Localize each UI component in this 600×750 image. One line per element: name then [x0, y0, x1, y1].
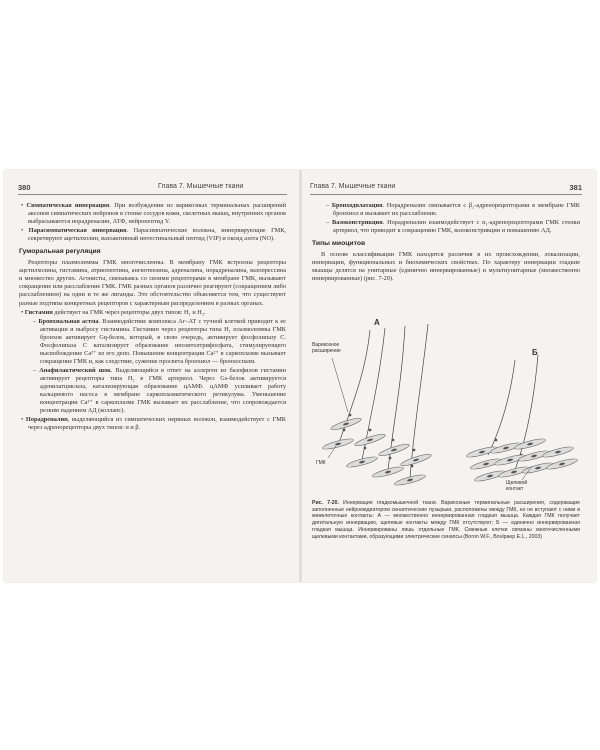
- dash-term: Вазоконстрикция: [332, 219, 383, 227]
- dash-item: – Анафилактический шок. Выделяющийся в ответ на аллерген из базофилов гистамин активирует рецепторы типа H₂ в ГМК артериол. Через Gs-белок активируется аденилатциклаза, катализирующая образование цАМФ. цАМФ усиливает работу кальциевого насоса в мембране саркоплазматического ретикулума. Уменьшение концентрации Ca²⁺ в саркоплазме ГМК вызывает их расслабление, что сопровождается резким падением АД (коллапс).: [33, 366, 286, 415]
- dash-text: . Норадреналин связывается с β₂-адренорецепторами в мембране ГМК бронхиол и вызывает их расслабление.: [333, 202, 580, 218]
- varicosity: [389, 457, 392, 460]
- caption-lead: Рис. 7-20.: [312, 500, 339, 506]
- section-heading: Типы миоцитов: [312, 240, 366, 248]
- bullet-text: , выделяющийся из симпатических нервных волокон, взаимодействует с ГМК через адренорецепторы двух типов: α и β.: [28, 416, 286, 432]
- dash-text: . Выделяющийся в ответ на аллерген из базофилов гистамин активирует рецепторы типа H₂ в ГМК артериол. Через Gs-белок активируется аденилатциклаза, катализирующая образование цАМФ. цАМФ усиливает работу кальциевого насоса в мембране саркоплазматического ретикулума. Уменьшение концентрации Ca²⁺ в саркоплазме ГМК вызывает их расслабление, что сопровождается резким падением АД (коллапс).: [40, 366, 286, 415]
- leader-line: [332, 358, 348, 412]
- nerve-fiber: [488, 360, 515, 455]
- running-title: Глава 7. Мышечные ткани: [310, 183, 396, 190]
- bullet-item: • Гистамин действует на ГМК через рецепторы двух типов: H₁ и H₂.: [21, 308, 206, 316]
- bullet-text: действует на ГМК через рецепторы двух типов: H₁ и H₂.: [52, 308, 206, 316]
- caption-text: Иннервация гладкомышечной ткани. Варикозные терминальные расширения, содержащие заполненные нейромедиатором синаптические пузырьки, расположены между ГМК, но не вступают с ними в межклеточные контакты: А — множественно иннервированная гладкая мышца. Каждая ГМК получает дигитальную иннервацию, щелевые контакты между ГМК отсутствуют; Б — единично иннервированная гладкая мышца. Иннервированы лишь отдельные ГМК. Смежные клетки связаны многочисленными щелевыми контактами, образующими электрические синапсы (Boron W.F., Boulpaep E.L., 2003): [312, 500, 580, 540]
- label-gmk: ГМК: [316, 460, 326, 466]
- bullet-term: Гистамин: [24, 308, 53, 316]
- dash-item: – Бронходилатация. Норадреналин связывается с β₂-адренорецепторами в мембране ГМК бронхиол и вызывает их расслабление.: [326, 202, 580, 218]
- book-spread: [4, 170, 596, 582]
- left-page-body: [19, 202, 286, 433]
- bullet-item: • Парасимпатическая иннервация. Парасимпатические волокна, иннервирующие ГМК, секретируют ацетилхолин, вазоактивный интестинальный пептид (VIP) и оксид азота (NO).: [21, 227, 286, 243]
- cells-a: [322, 416, 432, 487]
- page-number: 381: [569, 183, 582, 192]
- label-varicose: Варикозное расширение: [312, 342, 341, 354]
- varicosity: [392, 439, 395, 442]
- varicosity: [364, 447, 367, 450]
- right-page: [302, 170, 596, 582]
- dash-term: Анафилактический шок: [39, 366, 111, 374]
- varicosity: [413, 449, 416, 452]
- cells-b: [466, 437, 578, 483]
- figure-caption: [312, 500, 580, 540]
- varicosity: [349, 414, 352, 417]
- varicosity: [495, 439, 498, 442]
- page-number: 380: [18, 183, 31, 192]
- varicosity: [343, 429, 346, 432]
- dash-term: Бронхиальная астма: [38, 317, 99, 325]
- dash-item: – Бронхиальная астма. Взаимодействие комплекса Аг–АТ с тучной клеткой приводит к ее активации и выбросу гистамина. Гистамин через рецепторы типа H₁ плазмолеммы ГМК бронхов активирует Gq-белок, который, в свою очередь, активирует фосфолипазу C. Фосфолипаза C катализирует образование инозитолтрифосфата, стимулирующего высвобождение Ca²⁺ из его депо. Повышение концентрации Ca²⁺ в саркоплазме вызывает сокращение ГМК и, как следствие, сужение просвета бронхиол — бронхоспазм.: [33, 317, 286, 365]
- label-gap-junction: Щелевой контакт: [506, 480, 528, 492]
- body-paragraph: Рецепторы плазмолеммы ГМК многочисленны. В мембрану ГМК встроены рецепторы ацетилхолина, гистамина, атриопептина, ангиотензина, адреналина, норадреналина, вазопрессина и множество других. Агонисты, связываясь со своими рецепторами в мембране ГМК, вызывают сокращение или расслабление ГМК. ГМК разных органов различно реагируют (сокращением либо расслаблением) на одни и те же лиганды. Это обстоятельство объясняется тем, что существуют разные подтипы конкретных рецепторов с характерным распределением в разных органах.: [19, 259, 286, 307]
- left-page: [4, 170, 299, 582]
- dash-text: . Норадреналин взаимодействует с α₁-адренорецепторами ГМК стенки артериол, что приводит к сокращению ГМК, вазоконстрикции и повышению АД.: [333, 219, 580, 235]
- dash-item: – Вазоконстрикция. Норадреналин взаимодействует с α₁-адренорецепторами ГМК стенки артериол, что приводит к сокращению ГМК, вазоконстрикции и повышению АД.: [326, 219, 580, 235]
- running-title: Глава 7. Мышечные ткани: [158, 183, 244, 190]
- varicosity: [369, 429, 372, 432]
- bullet-text: . Парасимпатические волокна, иннервирующие ГМК, секретируют ацетилхолин, вазоактивный интестинальный пептид (VIP) и оксид азота (NO).: [28, 227, 286, 243]
- bullet-text: . При возбуждении из варикозных терминальных расширений аксонов симпатических нейронов в стенке сосудов кожи, скелетных мышц, внутренних органов выбрасываются норадреналин, АТФ, нейропептид Y.: [28, 202, 286, 226]
- bullet-item: • Симпатическая иннервация. При возбуждении из варикозных терминальных расширений аксонов симпатических нейронов в стенке сосудов кожи, скелетных мышц, внутренних органов выбрасываются норадреналин, АТФ, нейропептид Y.: [21, 202, 286, 226]
- right-page-body: [312, 202, 580, 284]
- bullet-term: Симпатическая иннервация: [26, 202, 110, 209]
- section-heading: Гуморальная регуляция: [19, 248, 101, 256]
- bullet-term: Парасимпатическая иннервация: [28, 227, 127, 235]
- bullet-term: Норадреналин: [25, 416, 68, 424]
- figure-innervation: [310, 320, 582, 495]
- header-rule: [310, 194, 582, 195]
- header-rule: [18, 194, 287, 195]
- bullet-item: • Норадреналин, выделяющийся из симпатических нервных волокон, взаимодействует с ГМК через адренорецепторы двух типов: α и β.: [21, 416, 286, 432]
- panel-label-b: Б: [532, 348, 538, 357]
- body-paragraph: В основе классификации ГМК находятся различия в их происхождении, локализации, иннервации, функциональных и биохимических свойствах. По характеру иннервации гладкие мышцы делятся на унитарные (единично иннервированные) и мультиунитарные (множественно иннервированные) (рис. 7-20).: [312, 251, 580, 283]
- varicosity: [411, 465, 414, 468]
- panel-label-a: A: [374, 318, 380, 327]
- dash-term: Бронходилатация: [331, 202, 383, 209]
- dash-text: . Взаимодействие комплекса Аг–АТ с тучной клеткой приводит к ее активации и выбросу гистамина. Гистамин через рецепторы типа H₁ плазмолеммы ГМК бронхов активирует Gq-белок, который, в свою очередь, активирует фосфолипазу C. Фосфолипаза C катализирует образование инозитолтрифосфата, стимулирующего высвобождение Ca²⁺ из его депо. Повышение концентрации Ca²⁺ в саркоплазме вызывает сокращение ГМК и, как следствие, сужение просвета бронхиол — бронхоспазм.: [40, 317, 286, 365]
